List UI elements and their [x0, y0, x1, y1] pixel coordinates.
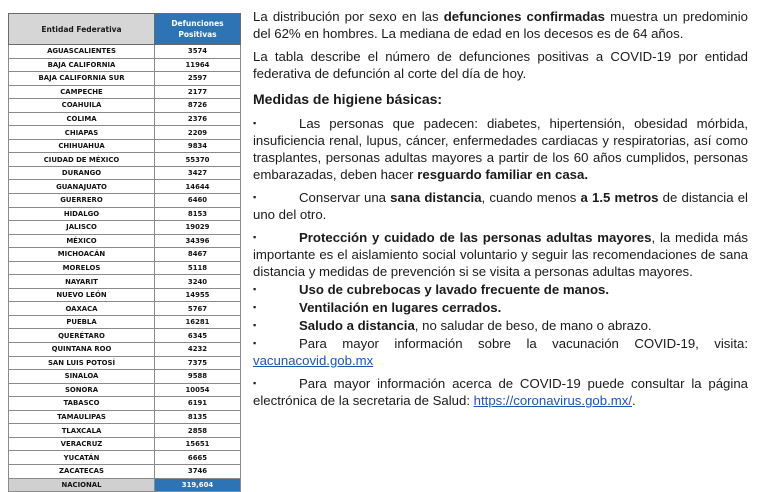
deaths-value-cell: 2177: [155, 85, 241, 99]
deaths-value-cell: 2597: [155, 72, 241, 86]
table-row: [9, 315, 241, 329]
table-body: [9, 45, 241, 479]
bullet-risk-groups: [253, 115, 748, 183]
state-name-cell: AGUASCALIENTES: [9, 45, 155, 59]
bullet-icon: ▪: [253, 302, 257, 312]
table-row: [9, 424, 241, 438]
bullet-icon: ▪: [253, 118, 257, 128]
bullet-bold: Protección y cuidado de las personas adultas mayores: [299, 230, 652, 245]
bullet-bold: Ventilación en lugares cerrados.: [299, 300, 502, 315]
table-row: [9, 207, 241, 221]
table-row: [9, 275, 241, 289]
bullet-icon: ▪: [253, 378, 257, 388]
bullet-ventilacion: [253, 299, 748, 316]
table-row: [9, 397, 241, 411]
deaths-value-cell: 6665: [155, 451, 241, 465]
state-name-cell: GUERRERO: [9, 194, 155, 208]
table-row: [9, 180, 241, 194]
deaths-value-cell: 55370: [155, 153, 241, 167]
state-name-cell: SAN LUIS POTOSÍ: [9, 356, 155, 370]
table-row: [9, 153, 241, 167]
bullet-bold: a 1.5 metros: [580, 190, 659, 205]
deaths-value-cell: 6460: [155, 194, 241, 208]
deaths-value-cell: 14955: [155, 288, 241, 302]
state-name-cell: NUEVO LEÓN: [9, 288, 155, 302]
deaths-value-cell: 19029: [155, 221, 241, 235]
state-name-cell: TAMAULIPAS: [9, 410, 155, 424]
p1-text: La distribución por sexo en las: [253, 9, 444, 24]
state-name-cell: BAJA CALIFORNIA SUR: [9, 72, 155, 86]
state-name-cell: MORELOS: [9, 261, 155, 275]
table-row: [9, 302, 241, 316]
bullet-text: , cuando menos: [481, 190, 581, 205]
bullet-cubrebocas: [253, 281, 748, 298]
deaths-value-cell: 8726: [155, 99, 241, 113]
state-name-cell: SONORA: [9, 383, 155, 397]
table-row: [9, 72, 241, 86]
table-row: [9, 194, 241, 208]
deaths-value-cell: 34396: [155, 234, 241, 248]
state-name-cell: NAYARIT: [9, 275, 155, 289]
table-row: [9, 112, 241, 126]
state-name-cell: JALISCO: [9, 221, 155, 235]
bullet-icon: ▪: [253, 232, 257, 242]
deaths-value-cell: 14644: [155, 180, 241, 194]
table-row: [9, 288, 241, 302]
vacunacovid-link[interactable]: vacunacovid.gob.mx: [253, 353, 374, 368]
deaths-value-cell: 4232: [155, 343, 241, 357]
state-name-cell: QUINTANA ROO: [9, 343, 155, 357]
state-name-cell: SINALOA: [9, 370, 155, 384]
bullet-bold: sana distancia: [390, 190, 482, 205]
table-row: [9, 383, 241, 397]
state-name-cell: QUERÉTARO: [9, 329, 155, 343]
deaths-value-cell: 2209: [155, 126, 241, 140]
state-name-cell: CIUDAD DE MÉXICO: [9, 153, 155, 167]
deaths-value-cell: 2858: [155, 424, 241, 438]
total-label: NACIONAL: [9, 478, 155, 492]
table-row: [9, 139, 241, 153]
state-name-cell: HIDALGO: [9, 207, 155, 221]
table-row: [9, 370, 241, 384]
bullet-bold: Saludo a distancia: [299, 318, 415, 333]
deaths-value-cell: 3746: [155, 464, 241, 478]
table-row: [9, 329, 241, 343]
state-name-cell: COAHUILA: [9, 99, 155, 113]
table-row: [9, 248, 241, 262]
state-name-cell: GUANAJUATO: [9, 180, 155, 194]
deaths-value-cell: 8467: [155, 248, 241, 262]
table-row: [9, 58, 241, 72]
bullet-sana-distancia: [253, 189, 748, 223]
state-name-cell: PUEBLA: [9, 315, 155, 329]
bullet-coronavirus-info: [253, 375, 748, 409]
state-name-cell: CAMPECHE: [9, 85, 155, 99]
paragraph-sex-distribution: [253, 8, 748, 42]
paragraph-table-description: La tabla describe el número de defunciones positivas a COVID-19 por entidad federativa de defunción al corte del día de hoy.: [253, 49, 748, 81]
state-name-cell: YUCATÁN: [9, 451, 155, 465]
bullet-icon: ▪: [253, 320, 257, 330]
deaths-value-cell: 11964: [155, 58, 241, 72]
table-row: [9, 166, 241, 180]
bullet-text: , no saludar de beso, de mano o abrazo.: [414, 318, 652, 333]
state-name-cell: TLAXCALA: [9, 424, 155, 438]
state-name-cell: CHIAPAS: [9, 126, 155, 140]
deaths-value-cell: 9834: [155, 139, 241, 153]
table-row: [9, 126, 241, 140]
bullet-text: .: [631, 393, 636, 408]
state-name-cell: BAJA CALIFORNIA: [9, 58, 155, 72]
table-row: [9, 85, 241, 99]
deaths-value-cell: 7375: [155, 356, 241, 370]
state-name-cell: CHIHUAHUA: [9, 139, 155, 153]
state-name-cell: MÉXICO: [9, 234, 155, 248]
p1-bold: defunciones confirmadas: [443, 9, 605, 24]
total-row: [9, 478, 241, 492]
state-name-cell: COLIMA: [9, 112, 155, 126]
bullet-adultos-mayores: [253, 229, 748, 280]
table-row: [9, 410, 241, 424]
p1-text-end: muestra un predominio del 62% en hombres. La mediana de edad en los decesos es de 64 años.: [253, 9, 748, 41]
deaths-value-cell: 3574: [155, 45, 241, 59]
bullet-text: Para mayor información acerca de COVID-19 puede consultar la página electrónica de la secretaria de Salud:: [253, 376, 748, 408]
table-row: [9, 234, 241, 248]
hygiene-heading: Medidas de higiene básicas:: [253, 91, 443, 107]
bullet-text: de distancia el uno del otro.: [253, 190, 748, 222]
bullet-vacunacion: [253, 335, 748, 369]
bullet-text: , la medida más importante es el aislamiento social voluntario y seguir las recomendaciones de sana distancia y medidas de prevención si se visita a personas adultas mayores.: [253, 230, 749, 279]
table-row: [9, 451, 241, 465]
bullet-bold: Uso de cubrebocas y lavado frecuente de manos.: [299, 282, 610, 297]
table-header-row: [9, 14, 241, 45]
table-row: [9, 437, 241, 451]
deaths-value-cell: 9588: [155, 370, 241, 384]
header-state: Entidad Federativa: [9, 14, 155, 45]
bullet-icon: ▪: [253, 338, 257, 348]
state-name-cell: VERACRUZ: [9, 437, 155, 451]
bullet-text: Conservar una: [299, 190, 391, 205]
table-row: [9, 356, 241, 370]
bullet-text: Para mayor información sobre la vacunación COVID-19, visita:: [299, 336, 748, 351]
bullet-icon: ▪: [253, 192, 257, 202]
deaths-value-cell: 15651: [155, 437, 241, 451]
total-value: 319,604: [155, 478, 241, 492]
table-row: [9, 261, 241, 275]
header-deaths: Defunciones Positivas: [155, 14, 241, 45]
table-row: [9, 45, 241, 59]
deaths-value-cell: 8135: [155, 410, 241, 424]
table-row: [9, 343, 241, 357]
info-text-column: [253, 8, 748, 409]
bullet-text: Las personas que padecen: diabetes, hipertensión, obesidad mórbida, insuficiencia renal, lupus, cáncer, enfermedades cardiacas y respiratorias, así como trasplantes, personas adultas mayores a partir de los 60 años cumplidos, personas embarazadas, deben hacer: [253, 116, 748, 182]
state-name-cell: DURANGO: [9, 166, 155, 180]
deaths-value-cell: 5767: [155, 302, 241, 316]
state-name-cell: ZACATECAS: [9, 464, 155, 478]
bullet-bold: resguardo familiar en casa.: [417, 167, 589, 182]
deaths-value-cell: 2376: [155, 112, 241, 126]
table-row: [9, 99, 241, 113]
state-name-cell: MICHOACÁN: [9, 248, 155, 262]
bullet-saludo: [253, 317, 748, 334]
state-name-cell: TABASCO: [9, 397, 155, 411]
deaths-value-cell: 5118: [155, 261, 241, 275]
deaths-value-cell: 8153: [155, 207, 241, 221]
deaths-value-cell: 6191: [155, 397, 241, 411]
state-name-cell: OAXACA: [9, 302, 155, 316]
deaths-value-cell: 3427: [155, 166, 241, 180]
deaths-value-cell: 6345: [155, 329, 241, 343]
deaths-by-state-table-container: [8, 13, 240, 492]
deaths-by-state-table: [8, 13, 241, 492]
bullet-icon: ▪: [253, 284, 257, 294]
deaths-value-cell: 16281: [155, 315, 241, 329]
deaths-value-cell: 10054: [155, 383, 241, 397]
deaths-value-cell: 3240: [155, 275, 241, 289]
coronavirus-link[interactable]: https://coronavirus.gob.mx/: [473, 393, 632, 408]
table-row: [9, 221, 241, 235]
